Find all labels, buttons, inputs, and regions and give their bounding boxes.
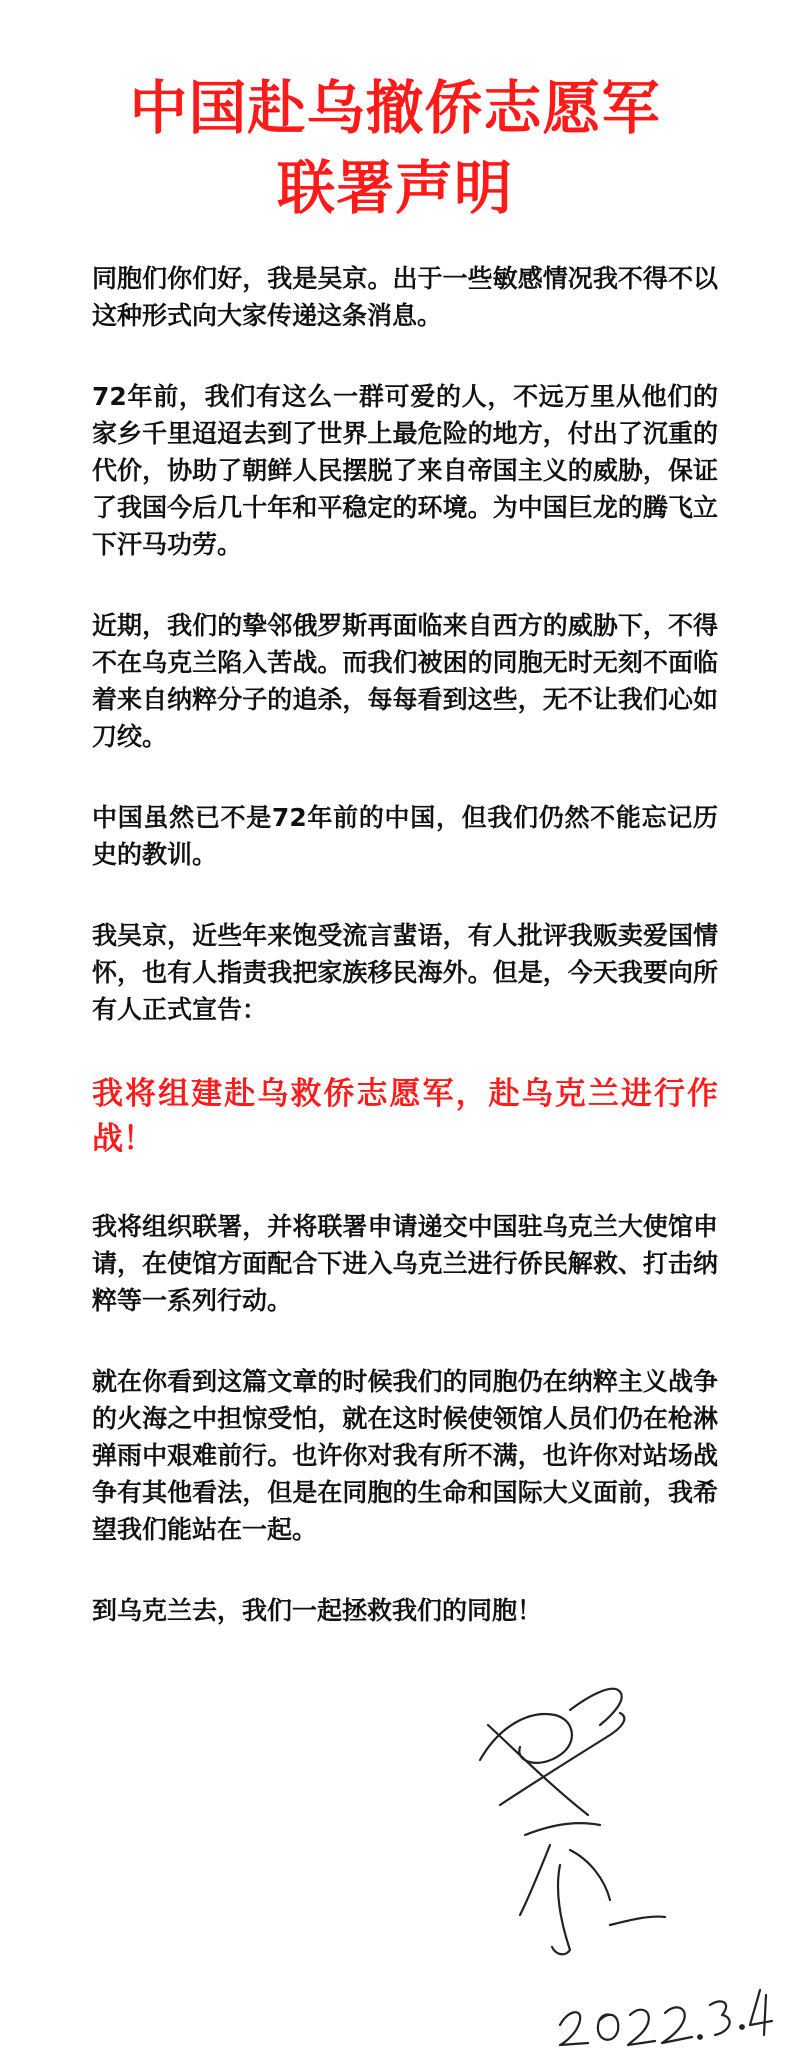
paragraph-closing: 到乌克兰去，我们一起拯救我们的同胞！ [92, 1596, 543, 1625]
paragraph-plan: 我将组织联署，并将联署申请递交中国驻乌克兰大使馆申请，在使馆方面配合下进入乌克兰进行侨民解救、打击纳粹等一系列行动。 [92, 1212, 718, 1315]
paragraph-greeting: 同胞们你们好，我是吴京。出于一些敏感情况我不得不以这种形式向大家传递这条消息。 [92, 264, 718, 330]
highlight-declaration: 我将组建赴乌救侨志愿军，赴乌克兰进行作战！ [92, 1076, 718, 1157]
title-line-2: 联署声明 [276, 154, 513, 222]
paragraph-declaration-intro: 我吴京，近些年来饱受流言蜚语，有人批评我贩卖爱国情怀，也有人指责我把家族移民海外。但是，今天我要向所有人正式宣告： [92, 921, 718, 1024]
paragraph-history: 72年前，我们有这么一群可爱的人，不远万里从他们的家乡千里迢迢去到了世界上最危险的地方，付出了沉重的代价，协助了朝鲜人民摆脱了来自帝国主义的威胁，保证了我国今后几十年和平稳定的环境。为中国巨龙的腾飞立下汗马功劳。 [92, 382, 718, 559]
handwritten-signature [460, 1665, 790, 2048]
statement-title [0, 68, 790, 228]
title-line-1: 中国赴乌撤侨志愿军 [129, 74, 661, 142]
statement-body [92, 260, 718, 1673]
paragraph-lesson: 中国虽然已不是72年前的中国，但我们仍然不能忘记历史的教训。 [92, 803, 718, 869]
paragraph-recent: 近期，我们的挚邻俄罗斯再面临来自西方的威胁下，不得不在乌克兰陷入苦战。而我们被困的同胞无时无刻不面临着来自纳粹分子的追杀，每每看到这些，无不让我们心如刀绞。 [92, 611, 718, 751]
paragraph-appeal: 就在你看到这篇文章的时候我们的同胞仍在纳粹主义战争的火海之中担惊受怕，就在这时候使领馆人员们仍在枪淋弹雨中艰难前行。也许你对我有所不满，也许你对站场战争有其他看法，但是在同胞的生命和国际大义面前，我希望我们能站在一起。 [92, 1367, 718, 1544]
